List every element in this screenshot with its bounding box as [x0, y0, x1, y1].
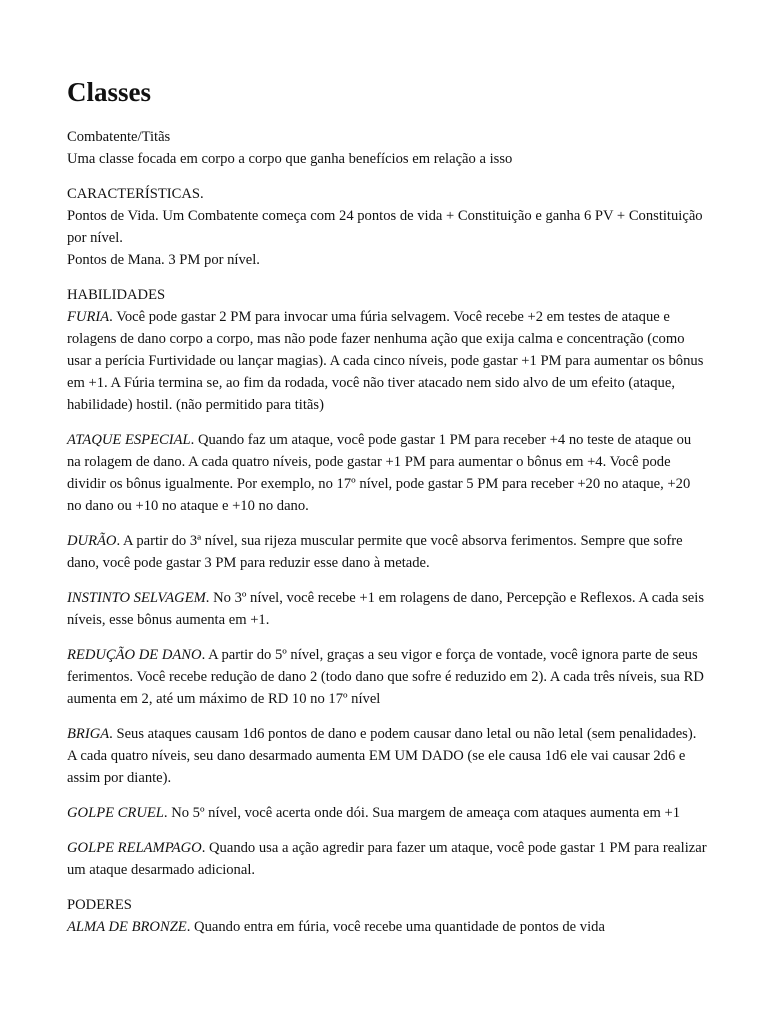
ability-paragraph [67, 723, 708, 789]
class-intro [67, 126, 708, 170]
class-description: Uma classe focada em corpo a corpo que ganha benefícios em relação a isso [67, 151, 513, 167]
habilidades-heading: HABILIDADES [67, 287, 166, 303]
poderes-heading: PODERES [67, 897, 132, 913]
ability-term: INSTINTO SELVAGEM [67, 590, 206, 606]
ability-term: DURÃO [67, 533, 117, 549]
ability-text: . Quando faz um ataque, você pode gastar 1 PM para receber +4 no teste de ataque ou na rolagem de dano. A cada quatro níveis, pode gastar +1 PM para aumentar o bônus em +4. Você pode dividir os bônus igualmente. Por exemplo, no 17º nível, pode gastar 5 PM para receber +20 no ataque, +20 no dano ou +10 no ataque e +10 no dano. [67, 432, 692, 514]
ability-paragraph [67, 837, 708, 881]
pontos-de-mana-text: Pontos de Mana. 3 PM por nível. [67, 252, 260, 268]
page-title: Classes [67, 77, 152, 107]
caracteristicas-heading: CARACTERÍSTICAS. [67, 186, 204, 202]
ability-paragraph [67, 644, 708, 710]
ability-paragraph [67, 587, 708, 631]
ability-text: . Você pode gastar 2 PM para invocar uma fúria selvagem. Você recebe +2 em testes de ataque e rolagens de dano corpo a corpo, mas não pode fazer nenhuma ação que exija calma e concentração (como usar a perícia Furtividade ou lançar magias). A cada cinco níveis, pode gastar +1 PM para aumentar os bônus em +1. A Fúria termina se, ao fim da rodada, você não tiver atacado nem sido alvo de um efeito (ataque, habilidade) hostil. (não permitido para titãs) [67, 309, 704, 413]
ability-term: REDUÇÃO DE DANO [67, 647, 202, 663]
ability-text: . No 5º nível, você acerta onde dói. Sua margem de ameaça com ataques aumenta em +1 [163, 805, 681, 821]
ability-paragraph [67, 429, 708, 517]
power-text: . Quando entra em fúria, você recebe uma quantidade de pontos de vida [186, 919, 605, 935]
ability-term: ATAQUE ESPECIAL [67, 432, 191, 448]
ability-term: FURIA [67, 309, 110, 325]
pontos-de-vida-text: Pontos de Vida. Um Combatente começa com 24 pontos de vida + Constituição e ganha 6 PV + Constituição por nível. [67, 208, 703, 246]
ability-text: . A partir do 3ª nível, sua rijeza muscular permite que você absorva ferimentos. Sempre que sofre dano, você pode gastar 3 PM para reduzir esse dano à metade. [67, 533, 683, 571]
ability-term: BRIGA [67, 726, 110, 742]
ability-term: GOLPE CRUEL [67, 805, 164, 821]
poderes-section [67, 894, 708, 938]
class-name: Combatente/Titãs [67, 129, 171, 145]
ability-term: GOLPE RELAMPAGO [67, 840, 202, 856]
ability-paragraph [67, 802, 708, 824]
ability-text: . No 3º nível, você recebe +1 em rolagens de dano, Percepção e Reflexos. A cada seis níveis, esse bônus aumenta em +1. [67, 590, 705, 628]
ability-paragraph [67, 530, 708, 574]
caracteristicas-section [67, 183, 708, 271]
power-term: ALMA DE BRONZE [67, 919, 187, 935]
ability-text: . Seus ataques causam 1d6 pontos de dano e podem causar dano letal ou não letal (sem penalidades). A cada quatro níveis, seu dano desarmado aumenta EM UM DADO (se ele causa 1d6 ele vai causar 2d6 e assim por diante). [67, 726, 697, 786]
ability-paragraph [67, 284, 708, 416]
ability-text: . Quando usa a ação agredir para fazer um ataque, você pode gastar 1 PM para realizar um ataque desarmado adicional. [67, 840, 707, 878]
ability-text: . A partir do 5º nível, graças a seu vigor e força de vontade, você ignora parte de seus ferimentos. Você recebe redução de dano 2 (todo dano que sofre é reduzido em 2). A cada três níveis, sua RD aumenta em 2, até um máximo de RD 10 no 17º nível [67, 647, 704, 707]
